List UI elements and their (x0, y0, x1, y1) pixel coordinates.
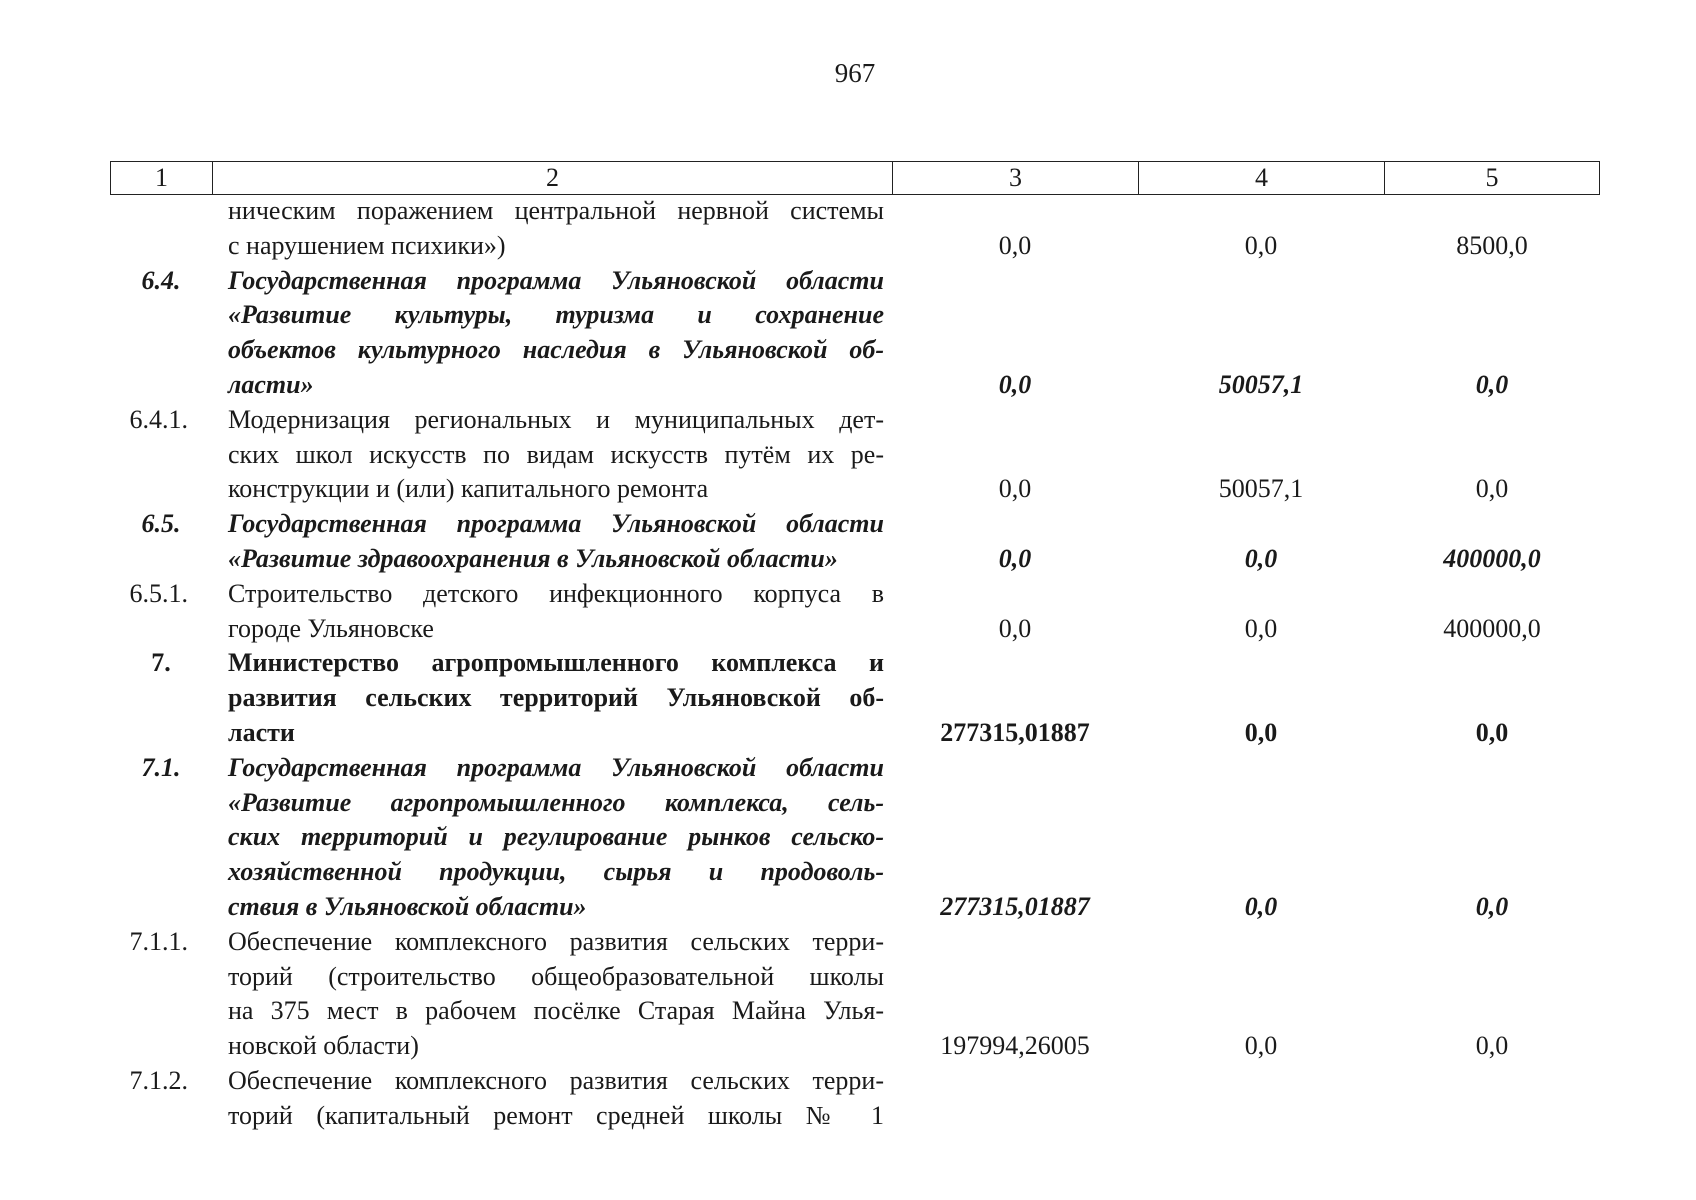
row-description (212, 925, 892, 1064)
table-row (110, 646, 1600, 750)
table-row (110, 577, 1600, 647)
row-description (212, 194, 892, 264)
row-description (212, 1064, 892, 1134)
description-line: городе Ульяновске (228, 613, 434, 643)
description-line: ласти (228, 717, 295, 747)
header-cell-2: 2 (213, 162, 893, 194)
value-col-4: 0,0 (1244, 1031, 1278, 1061)
description-line: Обеспечение комплексного развития сельских терри- (228, 1065, 884, 1095)
value-col-5: 400000,0 (1443, 613, 1541, 643)
header-cell-4: 4 (1139, 162, 1385, 194)
description-line: ских школ искусств по видам искусств путём их ре- (228, 439, 884, 469)
description-line: Государственная программа Ульяновской области (228, 265, 884, 295)
description-line: «Развитие агропромышленного комплекса, сель- (228, 787, 884, 817)
table-header (110, 161, 1600, 195)
row-number: 6.4.1. (129, 404, 188, 434)
row-number: 6.4. (141, 265, 181, 295)
row-description (212, 577, 892, 647)
value-col-3: 277315,01887 (940, 891, 1090, 921)
description-line: торий (капитальный ремонт средней школы № 1 (228, 1100, 884, 1130)
description-line: с нарушением психики») (228, 230, 506, 260)
row-description (212, 751, 892, 925)
value-col-4: 0,0 (1244, 230, 1278, 260)
table-row (110, 1064, 1600, 1134)
value-col-5: 0,0 (1475, 891, 1509, 921)
description-line: Строительство детского инфекционного корпуса в (228, 578, 884, 608)
description-line: Обеспечение комплексного развития сельских терри- (228, 926, 884, 956)
value-col-4: 0,0 (1244, 543, 1278, 573)
description-line: новской области) (228, 1031, 419, 1061)
row-description (212, 646, 892, 750)
table-row (110, 507, 1600, 577)
value-col-5: 0,0 (1475, 369, 1509, 399)
value-col-5: 8500,0 (1456, 230, 1528, 260)
description-line: на 375 мест в рабочем посёлке Старая Майна Улья- (228, 996, 884, 1026)
table-row (110, 194, 1600, 264)
value-col-5: 0,0 (1475, 717, 1509, 747)
value-col-5: 0,0 (1475, 1031, 1509, 1061)
description-line: развития сельских территорий Ульяновской об- (228, 683, 884, 713)
description-line: хозяйственной продукции, сырья и продоволь- (228, 857, 884, 887)
value-col-3: 0,0 (998, 369, 1032, 399)
description-line: ских территорий и регулирование рынков сельско- (228, 822, 884, 852)
row-description (212, 264, 892, 403)
table-row (110, 751, 1600, 925)
description-line: «Развитие культуры, туризма и сохранение (228, 300, 884, 330)
value-col-4: 0,0 (1244, 717, 1278, 747)
value-col-3: 197994,26005 (940, 1031, 1090, 1061)
value-col-4: 0,0 (1244, 613, 1278, 643)
description-line: конструкции и (или) капитального ремонта (228, 474, 709, 504)
row-number: 7.1.1. (129, 926, 188, 956)
value-col-3: 0,0 (998, 474, 1032, 504)
value-col-3: 0,0 (998, 230, 1032, 260)
table-row (110, 925, 1600, 1064)
description-line: ствия в Ульяновской области» (228, 891, 587, 921)
value-col-3: 0,0 (998, 613, 1032, 643)
header-cell-5: 5 (1485, 163, 1499, 192)
table-row (110, 403, 1600, 507)
value-col-4: 0,0 (1244, 891, 1278, 921)
page-number: 967 (834, 58, 876, 88)
row-number: 7.1.2. (129, 1065, 188, 1095)
row-description (212, 403, 892, 507)
description-line: Модернизация региональных и муниципальных дет- (228, 404, 884, 434)
description-line: Министерство агропромышленного комплекса и (228, 648, 884, 678)
value-col-4: 50057,1 (1218, 369, 1304, 399)
header-cell-1: 1 (111, 162, 213, 194)
table-row (110, 264, 1600, 403)
description-line: Государственная программа Ульяновской области (228, 509, 884, 539)
description-line: «Развитие здравоохранения в Ульяновской области» (228, 543, 838, 573)
value-col-5: 400000,0 (1443, 543, 1541, 573)
value-col-3: 0,0 (998, 543, 1032, 573)
row-number: 6.5. (141, 509, 181, 539)
description-line: ласти» (228, 369, 314, 399)
description-line: ническим поражением центральной нервной системы (228, 196, 884, 225)
description-line: торий (строительство общеобразовательной школы (228, 961, 884, 991)
row-description (212, 507, 892, 577)
row-number: 7.1. (141, 752, 181, 782)
header-cell-3: 3 (893, 162, 1139, 194)
description-line: Государственная программа Ульяновской области (228, 752, 884, 782)
table-body (110, 194, 1600, 1134)
value-col-4: 50057,1 (1218, 474, 1304, 504)
value-col-3: 277315,01887 (940, 717, 1090, 747)
row-number: 7. (151, 648, 171, 678)
row-number: 6.5.1. (129, 578, 188, 608)
value-col-5: 0,0 (1475, 474, 1509, 504)
description-line: объектов культурного наследия в Ульяновской об- (228, 335, 884, 365)
